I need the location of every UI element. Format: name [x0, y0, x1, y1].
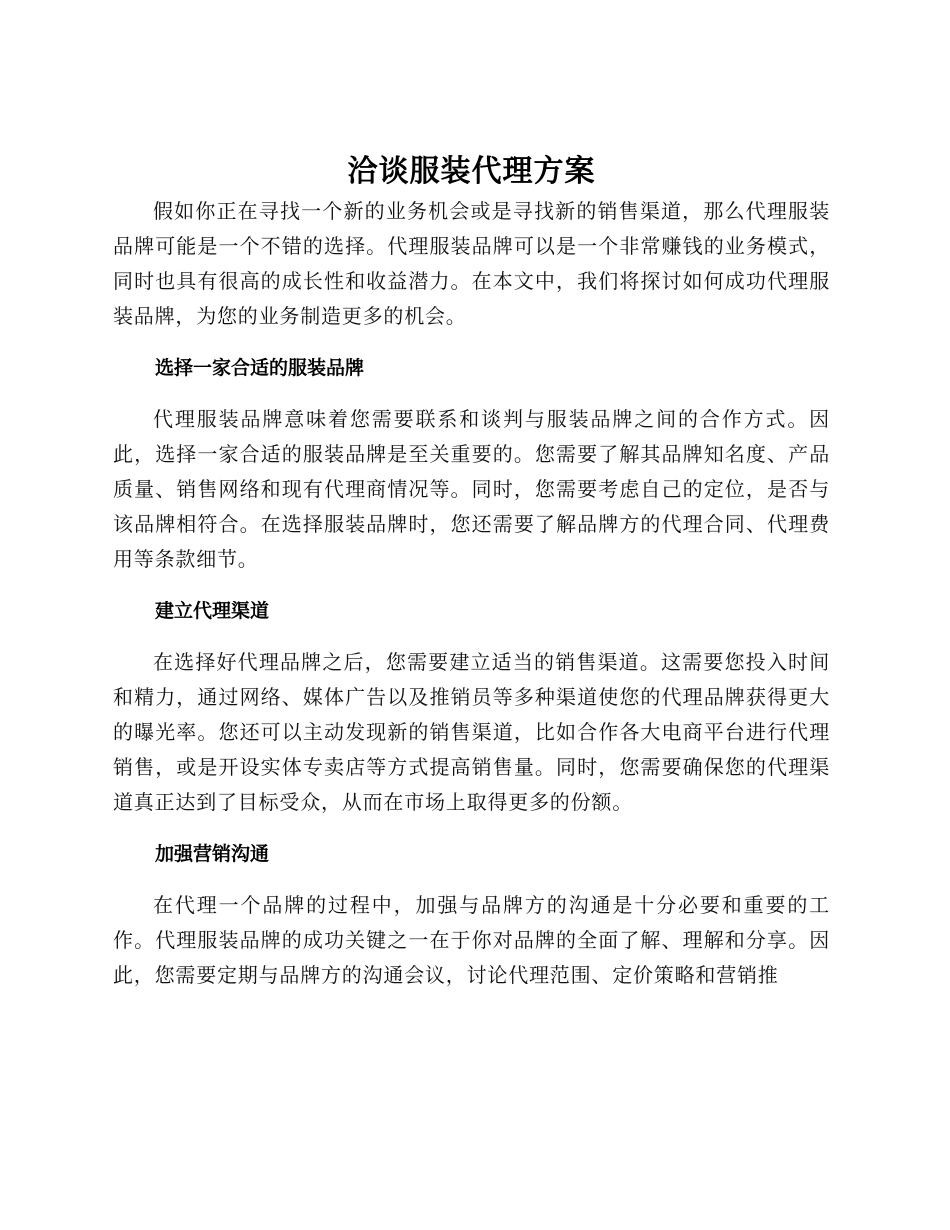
- section-heading-marketing-communication: 加强营销沟通: [155, 843, 270, 865]
- section-body-build-channels: 在选择好代理品牌之后，您需要建立适当的销售渠道。这需要您投入时间和精力，通过网络、媒体广告以及推销员等多种渠道使您的代理品牌获得更大的曝光率。您还可以主动发现新的销售渠道，比如合作各大电商平台进行代理销售，或是开设实体专卖店等方式提高销售量。同时，您需要确保您的代理渠道真正达到了目标受众，从而在市场上取得更多的份额。: [113, 650, 830, 814]
- document-page: [113, 150, 830, 993]
- section-heading-choose-brand: 选择一家合适的服装品牌: [155, 357, 365, 379]
- section-heading-build-channels: 建立代理渠道: [155, 600, 270, 622]
- section-body-choose-brand: 代理服装品牌意味着您需要联系和谈判与服装品牌之间的合作方式。因此，选择一家合适的服装品牌是至关重要的。您需要了解其品牌知名度、产品质量、销售网络和现有代理商情况等。同时，您需要考虑自己的定位，是否与该品牌相符合。在选择服装品牌时，您还需要了解品牌方的代理合同、代理费用等条款细节。: [113, 407, 830, 571]
- document-title: 洽谈服装代理方案: [347, 154, 596, 189]
- section-body-marketing-communication: 在代理一个品牌的过程中，加强与品牌方的沟通是十分必要和重要的工作。代理服装品牌的成功关键之一在于你对品牌的全面了解、理解和分享。因此，您需要定期与品牌方的沟通会议，讨论代理范围、定价策略和营销推: [113, 893, 830, 987]
- intro-paragraph: 假如你正在寻找一个新的业务机会或是寻找新的销售渠道，那么代理服装品牌可能是一个不错的选择。代理服装品牌可以是一个非常赚钱的业务模式，同时也具有很高的成长性和收益潜力。在本文中，我们将探讨如何成功代理服装品牌，为您的业务制造更多的机会。: [113, 199, 830, 328]
